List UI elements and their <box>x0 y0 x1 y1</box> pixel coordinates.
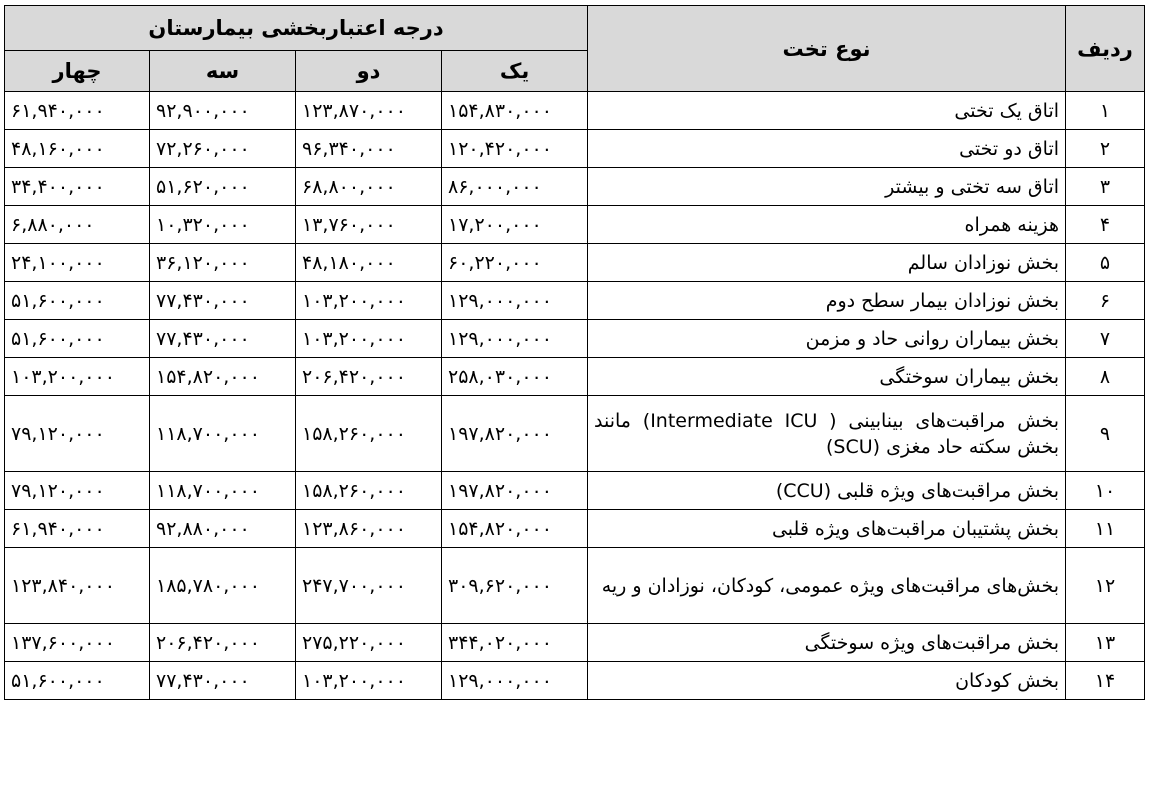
grade-four-price-cell: ۲۴,۱۰۰,۰۰۰ <box>5 244 150 282</box>
bed-type-header: نوع تخت <box>588 6 1066 92</box>
grade-three-header: سه <box>150 51 296 92</box>
grade-four-price-cell: ۵۱,۶۰۰,۰۰۰ <box>5 282 150 320</box>
grade-one-price-cell: ۱۲۹,۰۰۰,۰۰۰ <box>442 320 588 358</box>
row-number-cell: ۳ <box>1066 168 1145 206</box>
table-row <box>5 244 1145 282</box>
grade-two-price-cell: ۲۷۵,۲۲۰,۰۰۰ <box>296 624 442 662</box>
grade-one-price-cell: ۱۷,۲۰۰,۰۰۰ <box>442 206 588 244</box>
bed-type-cell: بخش نوزادان بیمار سطح دوم <box>588 282 1066 320</box>
grade-four-price-cell: ۵۱,۶۰۰,۰۰۰ <box>5 320 150 358</box>
bed-type-cell: بخش بیماران سوختگی <box>588 358 1066 396</box>
grade-three-price-cell: ۳۶,۱۲۰,۰۰۰ <box>150 244 296 282</box>
table-row <box>5 282 1145 320</box>
grade-four-price-cell: ۴۸,۱۶۰,۰۰۰ <box>5 130 150 168</box>
grade-two-price-cell: ۴۸,۱۸۰,۰۰۰ <box>296 244 442 282</box>
grade-three-price-cell: ۱۱۸,۷۰۰,۰۰۰ <box>150 396 296 472</box>
grade-one-price-cell: ۱۹۷,۸۲۰,۰۰۰ <box>442 396 588 472</box>
bed-type-cell: اتاق سه تختی و بیشتر <box>588 168 1066 206</box>
grade-two-price-cell: ۱۳,۷۶۰,۰۰۰ <box>296 206 442 244</box>
grade-one-price-cell: ۳۴۴,۰۲۰,۰۰۰ <box>442 624 588 662</box>
grade-one-header: یک <box>442 51 588 92</box>
grade-two-price-cell: ۲۰۶,۴۲۰,۰۰۰ <box>296 358 442 396</box>
table-row <box>5 320 1145 358</box>
bed-type-cell: اتاق یک تختی <box>588 92 1066 130</box>
grade-three-price-cell: ۷۷,۴۳۰,۰۰۰ <box>150 282 296 320</box>
grade-two-price-cell: ۱۵۸,۲۶۰,۰۰۰ <box>296 396 442 472</box>
grade-three-price-cell: ۵۱,۶۲۰,۰۰۰ <box>150 168 296 206</box>
grade-one-price-cell: ۱۲۰,۴۲۰,۰۰۰ <box>442 130 588 168</box>
grade-four-price-cell: ۵۱,۶۰۰,۰۰۰ <box>5 662 150 700</box>
bed-type-cell: بخش کودکان <box>588 662 1066 700</box>
grade-three-price-cell: ۱۱۸,۷۰۰,۰۰۰ <box>150 472 296 510</box>
grade-one-price-cell: ۸۶,۰۰۰,۰۰۰ <box>442 168 588 206</box>
bed-type-cell: بخش پشتیبان مراقبت‌های ویژه قلبی <box>588 510 1066 548</box>
grade-three-price-cell: ۲۰۶,۴۲۰,۰۰۰ <box>150 624 296 662</box>
grade-three-price-cell: ۹۲,۸۸۰,۰۰۰ <box>150 510 296 548</box>
grade-four-price-cell: ۶,۸۸۰,۰۰۰ <box>5 206 150 244</box>
grade-one-price-cell: ۱۵۴,۸۲۰,۰۰۰ <box>442 510 588 548</box>
row-number-header: ردیف <box>1066 6 1145 92</box>
row-number-cell: ۱۰ <box>1066 472 1145 510</box>
grade-one-price-cell: ۱۲۹,۰۰۰,۰۰۰ <box>442 662 588 700</box>
row-number-cell: ۲ <box>1066 130 1145 168</box>
grade-three-price-cell: ۷۷,۴۳۰,۰۰۰ <box>150 320 296 358</box>
grade-one-price-cell: ۲۵۸,۰۳۰,۰۰۰ <box>442 358 588 396</box>
grade-three-price-cell: ۱۵۴,۸۲۰,۰۰۰ <box>150 358 296 396</box>
row-number-cell: ۸ <box>1066 358 1145 396</box>
grade-two-price-cell: ۱۰۳,۲۰۰,۰۰۰ <box>296 282 442 320</box>
grade-four-price-cell: ۱۰۳,۲۰۰,۰۰۰ <box>5 358 150 396</box>
grade-three-price-cell: ۷۷,۴۳۰,۰۰۰ <box>150 662 296 700</box>
table-row <box>5 168 1145 206</box>
row-number-cell: ۱۲ <box>1066 548 1145 624</box>
grade-four-price-cell: ۷۹,۱۲۰,۰۰۰ <box>5 472 150 510</box>
row-number-cell: ۱ <box>1066 92 1145 130</box>
grade-three-price-cell: ۱۸۵,۷۸۰,۰۰۰ <box>150 548 296 624</box>
grade-two-price-cell: ۶۸,۸۰۰,۰۰۰ <box>296 168 442 206</box>
grade-three-price-cell: ۹۲,۹۰۰,۰۰۰ <box>150 92 296 130</box>
accreditation-grade-header: درجه اعتباربخشی بیمارستان <box>5 6 588 51</box>
grade-one-price-cell: ۱۵۴,۸۳۰,۰۰۰ <box>442 92 588 130</box>
grade-two-price-cell: ۱۲۳,۸۷۰,۰۰۰ <box>296 92 442 130</box>
bed-type-cell: بخش‌های مراقبت‌های ویژه عمومی، کودکان، نوزادان و ریه <box>588 548 1066 624</box>
table-row <box>5 624 1145 662</box>
row-number-cell: ۷ <box>1066 320 1145 358</box>
grade-one-price-cell: ۶۰,۲۲۰,۰۰۰ <box>442 244 588 282</box>
grade-two-price-cell: ۹۶,۳۴۰,۰۰۰ <box>296 130 442 168</box>
grade-two-price-cell: ۱۰۳,۲۰۰,۰۰۰ <box>296 662 442 700</box>
grade-four-header: چهار <box>5 51 150 92</box>
grade-two-price-cell: ۱۲۳,۸۶۰,۰۰۰ <box>296 510 442 548</box>
table-row <box>5 472 1145 510</box>
grade-four-price-cell: ۷۹,۱۲۰,۰۰۰ <box>5 396 150 472</box>
hospital-bed-tariff-table <box>4 5 1145 700</box>
header-row <box>5 6 1145 51</box>
grade-four-price-cell: ۶۱,۹۴۰,۰۰۰ <box>5 510 150 548</box>
table-row <box>5 510 1145 548</box>
bed-type-cell: بخش مراقبت‌های بینابینی ( Intermediate ICU) مانند بخش سکته حاد مغزی (SCU) <box>588 396 1066 472</box>
grade-two-price-cell: ۱۵۸,۲۶۰,۰۰۰ <box>296 472 442 510</box>
grade-one-price-cell: ۱۹۷,۸۲۰,۰۰۰ <box>442 472 588 510</box>
grade-three-price-cell: ۱۰,۳۲۰,۰۰۰ <box>150 206 296 244</box>
grade-three-price-cell: ۷۲,۲۶۰,۰۰۰ <box>150 130 296 168</box>
table-row <box>5 548 1145 624</box>
table-row <box>5 130 1145 168</box>
grade-two-price-cell: ۲۴۷,۷۰۰,۰۰۰ <box>296 548 442 624</box>
grade-one-price-cell: ۳۰۹,۶۲۰,۰۰۰ <box>442 548 588 624</box>
row-number-cell: ۴ <box>1066 206 1145 244</box>
row-number-cell: ۱۴ <box>1066 662 1145 700</box>
table-row <box>5 206 1145 244</box>
bed-type-cell: اتاق دو تختی <box>588 130 1066 168</box>
bed-type-cell: هزینه همراه <box>588 206 1066 244</box>
bed-type-cell: بخش مراقبت‌های ویژه سوختگی <box>588 624 1066 662</box>
grade-one-price-cell: ۱۲۹,۰۰۰,۰۰۰ <box>442 282 588 320</box>
grade-four-price-cell: ۶۱,۹۴۰,۰۰۰ <box>5 92 150 130</box>
row-number-cell: ۱۱ <box>1066 510 1145 548</box>
bed-type-cell: بخش مراقبت‌های ویژه قلبی (CCU) <box>588 472 1066 510</box>
row-number-cell: ۵ <box>1066 244 1145 282</box>
row-number-cell: ۹ <box>1066 396 1145 472</box>
table-row <box>5 358 1145 396</box>
grade-four-price-cell: ۱۳۷,۶۰۰,۰۰۰ <box>5 624 150 662</box>
bed-type-cell: بخش نوزادان سالم <box>588 244 1066 282</box>
grade-two-price-cell: ۱۰۳,۲۰۰,۰۰۰ <box>296 320 442 358</box>
bed-type-cell: بخش بیماران روانی حاد و مزمن <box>588 320 1066 358</box>
table-row <box>5 396 1145 472</box>
grade-four-price-cell: ۳۴,۴۰۰,۰۰۰ <box>5 168 150 206</box>
table-row <box>5 92 1145 130</box>
table-body <box>5 92 1145 700</box>
row-number-cell: ۶ <box>1066 282 1145 320</box>
row-number-cell: ۱۳ <box>1066 624 1145 662</box>
grade-four-price-cell: ۱۲۳,۸۴۰,۰۰۰ <box>5 548 150 624</box>
table-row <box>5 662 1145 700</box>
grade-two-header: دو <box>296 51 442 92</box>
